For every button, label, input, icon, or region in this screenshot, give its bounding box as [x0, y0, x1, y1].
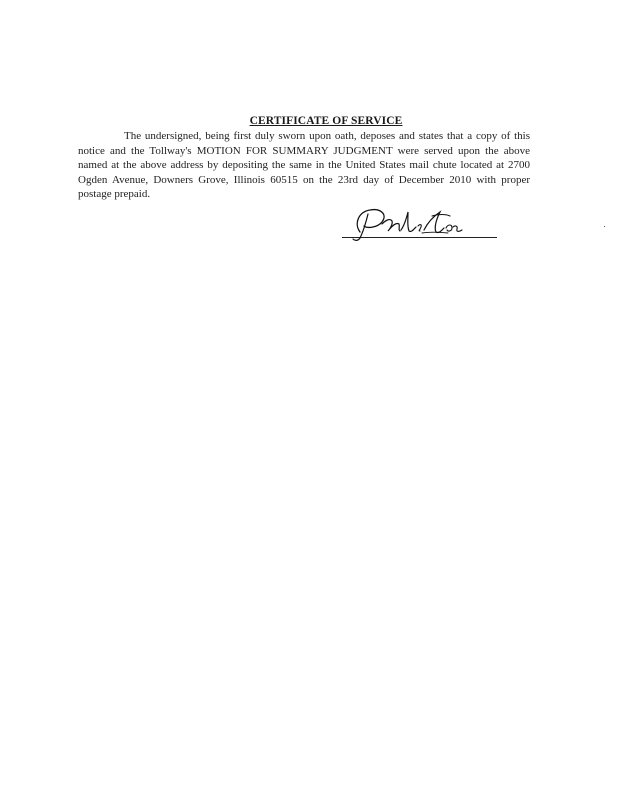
scan-speck	[604, 226, 605, 227]
handwritten-signature-icon	[338, 202, 500, 244]
certificate-title: CERTIFICATE OF SERVICE	[249, 115, 403, 127]
certificate-body: The undersigned, being first duly sworn upon oath, deposes and states that a copy of this notice and the Tollway's MOTION FOR SUMMARY JUDGMENT were served upon the above named at the above address by depositing the same in the United States mail chute located at 2700 Ogden Avenue, Downers Grove, Illinois 60515 on the 23rd day of December 2010 with proper postage prepaid.	[78, 130, 530, 201]
